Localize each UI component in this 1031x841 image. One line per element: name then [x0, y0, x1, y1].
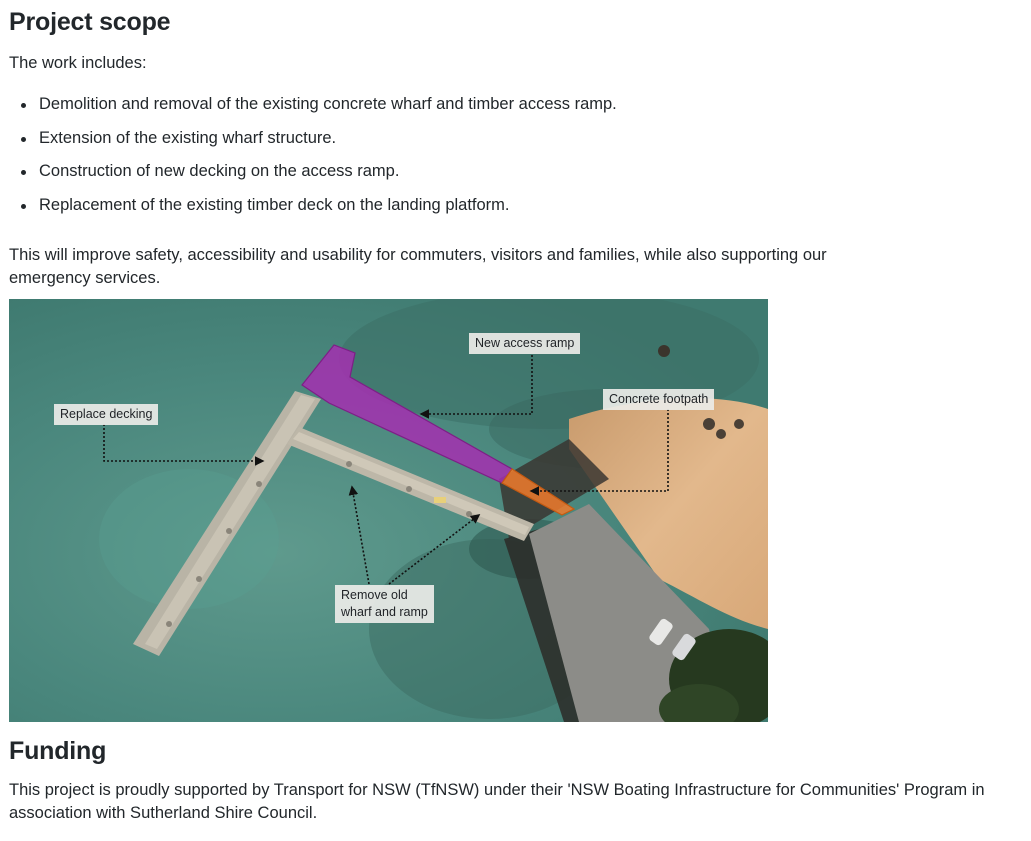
funding-heading: Funding — [9, 737, 107, 765]
callout-new-access-ramp: New access ramp — [469, 333, 580, 354]
impact-paragraph: This will improve safety, accessibility and usability for commuters, visitors and families, while also supporting our emergency services. — [9, 246, 827, 287]
list-item: Extension of the existing wharf structure. — [39, 130, 617, 146]
callout-remove-line-1: Remove old — [341, 588, 408, 602]
aerial-photo-illustration — [9, 299, 768, 722]
aerial-site-map — [9, 299, 768, 722]
project-scope-heading: Project scope — [9, 8, 171, 36]
callout-remove-line-2: wharf and ramp — [341, 605, 428, 619]
work-list — [9, 96, 617, 230]
callout-replace-decking: Replace decking — [54, 404, 158, 425]
funding-paragraph: This project is proudly supported by Transport for NSW (TfNSW) under their 'NSW Boating Infrastructure for Communities' Program in association with Sutherland Shire Council. — [9, 781, 985, 822]
list-item: Demolition and removal of the existing concrete wharf and timber access ramp. — [39, 95, 617, 113]
scope-intro: The work includes: — [9, 54, 147, 72]
callout-remove-old-wharf — [335, 585, 434, 623]
list-item: Replacement of the existing timber deck on the landing platform. — [39, 197, 617, 213]
list-item: Construction of new decking on the access ramp. — [39, 163, 617, 179]
callout-concrete-footpath: Concrete footpath — [603, 389, 714, 410]
